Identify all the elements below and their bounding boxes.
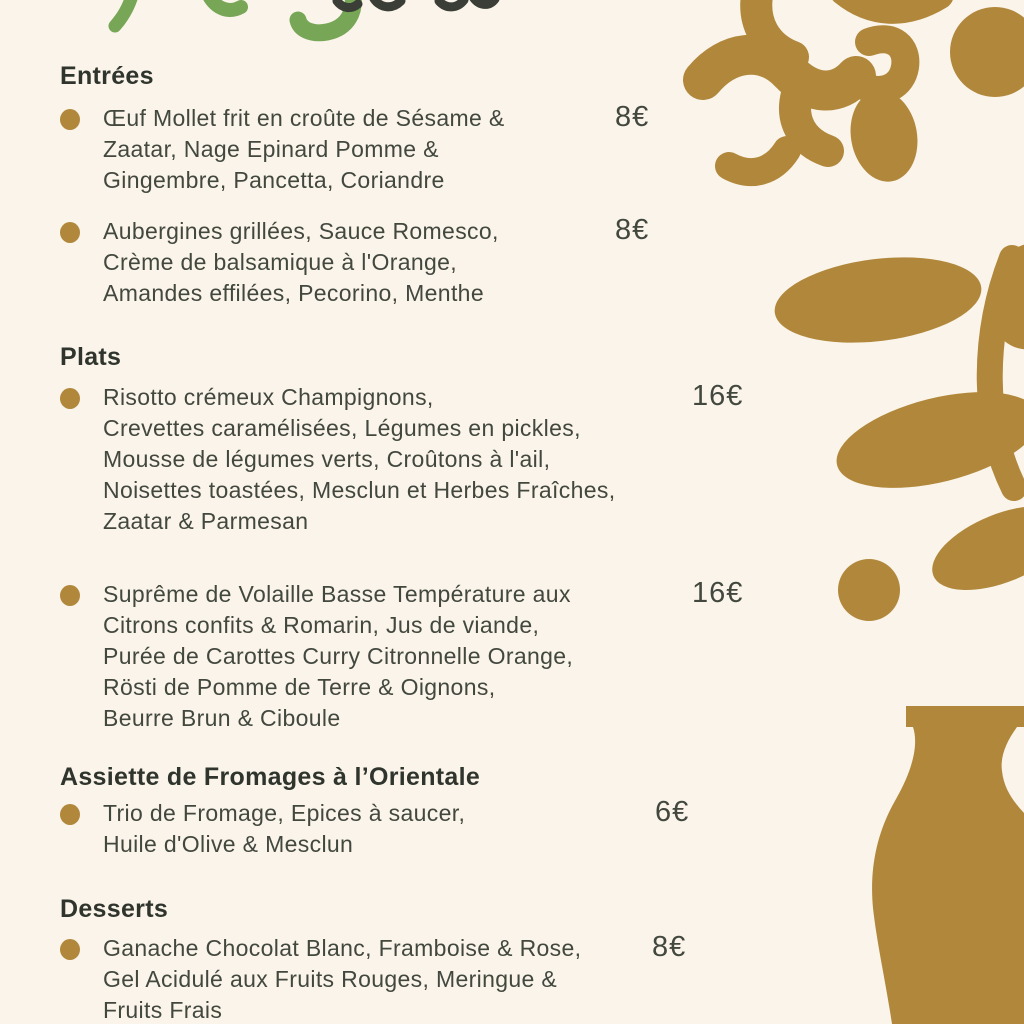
item-line: Rösti de Pomme de Terre & Oignons, (103, 674, 496, 700)
section-heading: Entrées (60, 62, 154, 90)
item-line: Suprême de Volaille Basse Température aux (103, 581, 571, 607)
menu-item (60, 216, 760, 309)
corner-circle-shape (950, 7, 1024, 97)
item-line: Mousse de légumes verts, Croûtons à l'ail, (103, 446, 551, 472)
item-line: Zaatar, Nage Epinard Pomme & (103, 136, 439, 162)
item-line: Purée de Carottes Curry Citronnelle Orange, (103, 643, 574, 669)
item-line: Gingembre, Pancetta, Coriandre (103, 167, 445, 193)
section-heading: Assiette de Fromages à l’Orientale (60, 763, 481, 791)
item-line: Amandes effilées, Pecorino, Menthe (103, 280, 484, 306)
menu-item (60, 798, 760, 860)
item-line: Crème de balsamique à l'Orange, (103, 249, 458, 275)
menu-item (60, 382, 760, 537)
item-price: 6€ (655, 796, 690, 828)
item-line: Risotto crémeux Champignons, (103, 384, 434, 410)
item-line: Gel Acidulé aux Fruits Rouges, Meringue & (103, 966, 558, 992)
item-price: 8€ (615, 101, 650, 133)
bullet-dot-icon (60, 109, 80, 130)
item-line: Œuf Mollet frit en croûte de Sésame & (103, 105, 505, 131)
item-price: 16€ (692, 577, 744, 609)
menu-section (60, 763, 760, 860)
item-price: 8€ (615, 214, 650, 246)
item-line: Crevettes caramélisées, Légumes en pickles, (103, 415, 581, 441)
berry-dot-shape (838, 559, 900, 621)
item-line: Beurre Brun & Ciboule (103, 705, 341, 731)
vase-shape (872, 706, 1024, 1024)
item-line: Trio de Fromage, Epices à saucer, (103, 800, 466, 826)
item-price: 16€ (692, 380, 744, 412)
leaf-branch-shape (770, 233, 1024, 621)
item-line: Ganache Chocolat Blanc, Framboise & Rose, (103, 935, 582, 961)
item-line: Citrons confits & Romarin, Jus de viande, (103, 612, 540, 638)
menu-content (60, 0, 760, 1024)
menu-item (60, 103, 760, 196)
bullet-dot-icon (60, 222, 80, 243)
item-line: Huile d'Olive & Mesclun (103, 831, 354, 857)
item-line: Fruits Frais (103, 997, 223, 1023)
bullet-dot-icon (60, 939, 80, 960)
item-line: Aubergines grillées, Sauce Romesco, (103, 218, 499, 244)
bullet-dot-icon (60, 804, 80, 825)
menu-item (60, 933, 760, 1024)
menu-section (60, 895, 760, 1024)
section-heading: Plats (60, 343, 122, 371)
bullet-dot-icon (60, 388, 80, 409)
menu-section (60, 62, 760, 309)
section-heading: Desserts (60, 895, 169, 923)
item-description (103, 216, 760, 309)
menu-item (60, 579, 760, 734)
item-description (103, 103, 760, 196)
item-price: 8€ (652, 931, 687, 963)
menu-section (60, 343, 760, 734)
item-line: Noisettes toastées, Mesclun et Herbes Fraîches, (103, 477, 616, 503)
item-description (103, 579, 760, 734)
item-line: Zaatar & Parmesan (103, 508, 309, 534)
item-description (103, 382, 760, 537)
bullet-dot-icon (60, 585, 80, 606)
